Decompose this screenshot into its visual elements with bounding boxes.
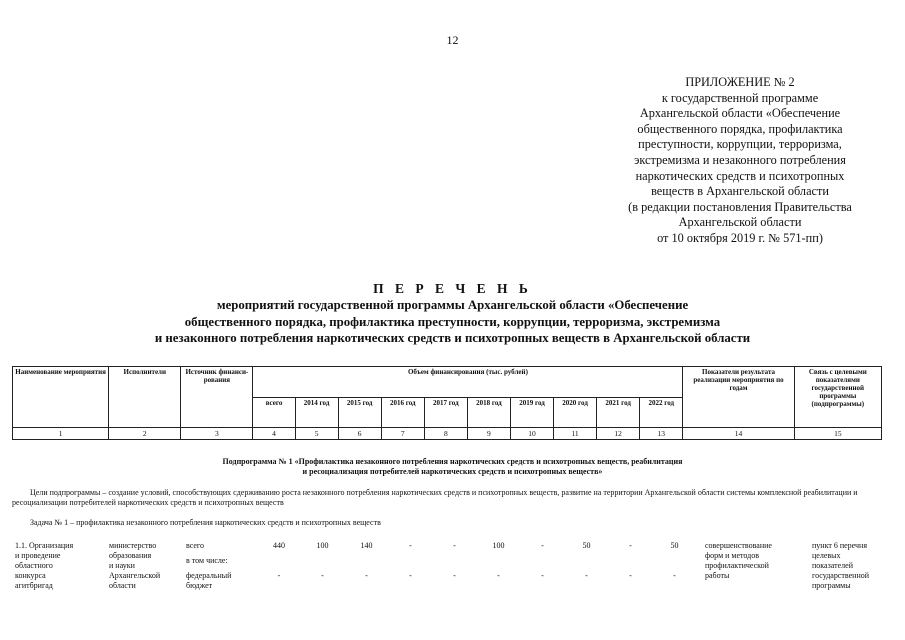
- funding-source-total: всего: [186, 541, 205, 550]
- table-header-row: [13, 367, 882, 398]
- subtitle-line: и незаконного потребления наркотических средств и психотропных веществ в Архангельской области: [154, 331, 751, 345]
- value-2019: -: [541, 541, 544, 550]
- appendix-line: преступности, коррупции, терроризма,: [638, 137, 842, 152]
- header-total: всего: [253, 397, 295, 428]
- header-year: 2017 год: [424, 397, 467, 428]
- subtitle-line: мероприятий государственной программы Архангельской области «Обеспечение: [216, 298, 689, 312]
- header-year: 2020 год: [554, 397, 597, 428]
- result-indicator: [705, 541, 810, 581]
- value-2018: 100: [492, 541, 505, 550]
- column-number: 3: [181, 428, 253, 440]
- executor-line: и науки: [109, 561, 135, 570]
- measure-name-line: агитбригад: [15, 581, 53, 590]
- measure-name-line: конкурса: [15, 571, 46, 580]
- target-link: [812, 541, 897, 591]
- header-year: 2016 год: [381, 397, 424, 428]
- header-funding: Объем финансирования (тыс. рублей): [253, 367, 683, 398]
- appendix-line: к государственной программе: [661, 90, 819, 105]
- column-number: 14: [683, 428, 794, 440]
- appendix-line: от 10 октября 2019 г. № 571-пп): [657, 230, 823, 245]
- value-2020: 50: [582, 541, 591, 550]
- column-number: 7: [381, 428, 424, 440]
- document-subtitle: [0, 297, 905, 347]
- column-number: 13: [640, 428, 683, 440]
- page-number: 12: [446, 33, 459, 47]
- federal-line: бюджет: [186, 581, 213, 590]
- subprogram-heading: [0, 457, 905, 477]
- header-name: Наименование мероприятия: [13, 367, 109, 428]
- header-year: 2015 год: [338, 397, 381, 428]
- header-year: 2014 год: [295, 397, 338, 428]
- measure-name-line: и проведение: [15, 551, 61, 560]
- column-number: 1: [13, 428, 109, 440]
- measures-table: [12, 366, 882, 440]
- executor-line: Архангельской: [109, 571, 161, 580]
- column-number: 15: [794, 428, 881, 440]
- appendix-line: Архангельской области «Обеспечение: [639, 106, 841, 121]
- appendix-line: ПРИЛОЖЕНИЕ № 2: [685, 75, 795, 89]
- link-line: целевых: [812, 551, 841, 560]
- fed-value-2019: -: [541, 571, 544, 580]
- header-link: Связь с целевыми показателями государственной программы (подпрограммы): [794, 367, 881, 428]
- subprogram-line: Подпрограмма № 1 «Профилактика незаконного потребления наркотических средств и психотропных веществ, реабилитация: [222, 457, 683, 466]
- header-source: Источник финанси-рования: [181, 367, 253, 428]
- link-line: государственной: [812, 571, 870, 580]
- fed-value-2018: -: [497, 571, 500, 580]
- column-number: 9: [467, 428, 510, 440]
- value-2022: 50: [670, 541, 679, 550]
- column-number: 4: [253, 428, 295, 440]
- value-2016: -: [409, 541, 412, 550]
- appendix-header: [585, 75, 895, 247]
- executor-line: министерство: [109, 541, 157, 550]
- fed-value-2017: -: [453, 571, 456, 580]
- measure-name-line: областного: [15, 561, 53, 570]
- header-year: 2019 год: [510, 397, 553, 428]
- funding-source-federal: [186, 571, 258, 591]
- column-number: 2: [109, 428, 181, 440]
- executor-line: области: [109, 581, 136, 590]
- header-indicators: Показатели результата реализации мероприятия по годам: [683, 367, 794, 428]
- link-line: программы: [812, 581, 851, 590]
- measure-name: [15, 541, 110, 591]
- subprogram-goal: Цели подпрограммы – создание условий, способствующих сдерживанию роста незаконного потребления наркотических средств и психотропных веществ, развитие на территории Архангельской области системы комплексной реабилитации и ресоциализации потребителей наркотических средств и психотропных веществ: [12, 488, 858, 507]
- appendix-line: наркотических средств и психотропных: [635, 168, 845, 183]
- column-number: 11: [554, 428, 597, 440]
- fed-value-2022: -: [673, 571, 676, 580]
- column-number: 10: [510, 428, 553, 440]
- indicator-line: совершенствование: [705, 541, 772, 550]
- measure-name-line: 1.1. Организация: [15, 541, 74, 550]
- header-executors: Исполнители: [109, 367, 181, 428]
- appendix-line: общественного порядка, профилактика: [637, 121, 843, 136]
- appendix-line: экстремизма и незаконного потребления: [634, 152, 846, 167]
- value-2021: -: [629, 541, 632, 550]
- measure-executor: [109, 541, 181, 591]
- value-total: 440: [273, 541, 285, 550]
- subprogram-line: и ресоциализация потребителей наркотических средств и психотропных веществ»: [302, 467, 603, 476]
- fed-value-2014: -: [321, 571, 324, 580]
- appendix-line: Архангельской области: [678, 215, 802, 230]
- subtitle-line: общественного порядка, профилактика преступности, коррупции, терроризма, экстремизма: [184, 314, 721, 329]
- column-number: 8: [424, 428, 467, 440]
- header-year: 2018 год: [467, 397, 510, 428]
- fed-value-2015: -: [365, 571, 368, 580]
- link-line: показателей: [812, 561, 853, 570]
- indicator-line: профилактической: [705, 561, 769, 570]
- header-year: 2022 год: [640, 397, 683, 428]
- document-title: П Е Р Е Ч Е Н Ь: [373, 281, 532, 296]
- indicator-line: форм и методов: [705, 551, 760, 560]
- appendix-line: (в редакции постановления Правительства: [628, 199, 852, 214]
- federal-line: федеральный: [186, 571, 232, 580]
- fed-value-total: -: [277, 571, 281, 580]
- link-line: пункт 6 перечня: [812, 541, 868, 550]
- task-heading: Задача № 1 – профилактика незаконного потребления наркотических средств и психотропных веществ: [30, 518, 381, 527]
- fed-value-2021: -: [629, 571, 632, 580]
- value-2014: 100: [316, 541, 329, 550]
- column-number: 6: [338, 428, 381, 440]
- header-year: 2021 год: [597, 397, 640, 428]
- column-number-row: [13, 428, 882, 440]
- column-number: 12: [597, 428, 640, 440]
- executor-line: образования: [109, 551, 152, 560]
- column-number: 5: [295, 428, 338, 440]
- funding-source-including: в том числе:: [186, 556, 228, 565]
- fed-value-2016: -: [409, 571, 412, 580]
- value-2015: 140: [360, 541, 373, 550]
- appendix-line: веществ в Архангельской области: [651, 184, 829, 199]
- fed-value-2020: -: [585, 571, 588, 580]
- indicator-line: работы: [705, 571, 730, 580]
- value-2017: -: [453, 541, 456, 550]
